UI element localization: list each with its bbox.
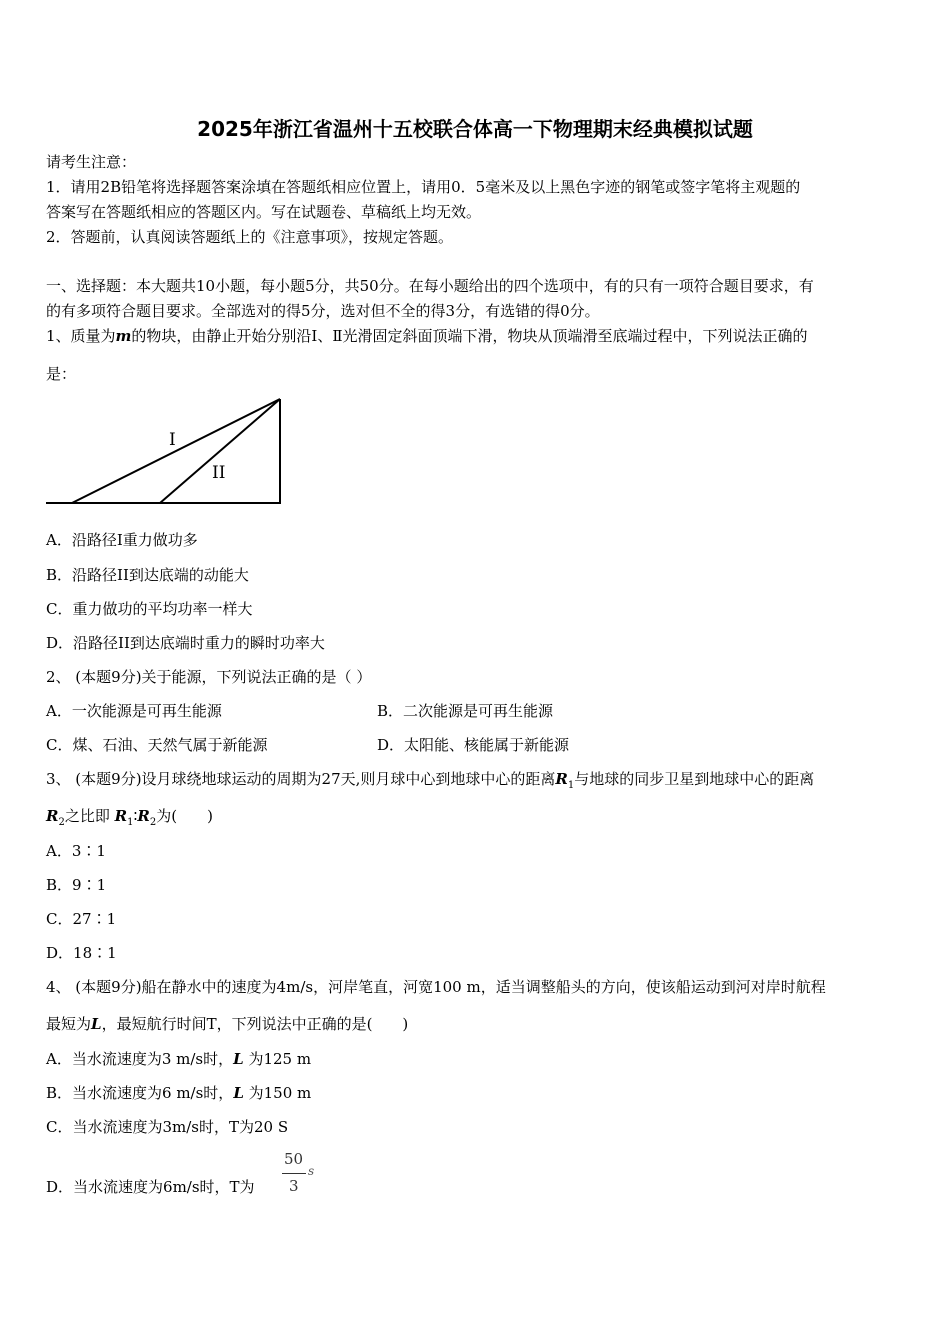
- section-intro-1: 一、选择题：本大题共10小题，每小题5分，共50分。在每小题给出的四个选项中，有的只有一项符合题目要求，有: [46, 277, 814, 295]
- q1-mass-symbol: m: [115, 327, 132, 345]
- notice-line-2: 答案写在答题纸相应的答题区内。写在试题卷、草稿纸上均无效。: [46, 203, 482, 221]
- fraction-bar: [282, 1173, 306, 1174]
- page-title: 2025年浙江省温州十五校联合体高一下物理期末经典模拟试题: [197, 117, 753, 141]
- q2-option-d: D．太阳能、核能属于新能源: [377, 736, 570, 754]
- q4-stem: 4、 (本题9分)船在静水中的速度为4m/s，河岸笔直，河宽100 m，适当调整船头的方向，使该船运动到河对岸时航程: [46, 978, 826, 996]
- q3-stem: 3、 (本题9分)设月球绕地球运动的周期为27天,则月球中心到地球中心的距离$R_1$与地球的同步卫星到地球中心的距离: [46, 770, 815, 791]
- q1-stem-end: 是：: [46, 365, 77, 383]
- q4-option-a: A．当水流速度为3 m/s时，L 为125 m: [46, 1050, 312, 1068]
- fraction-50-over-3: [280, 1150, 320, 1200]
- q3-option-c: C．27∶1: [46, 910, 117, 928]
- q1-option-d: D．沿路径II到达底端时重力的瞬时功率大: [46, 634, 325, 652]
- q2-option-b: B．二次能源是可再生能源: [377, 702, 554, 720]
- notice-header: 请考生注意：: [46, 153, 137, 171]
- incline-path-1: [72, 399, 280, 503]
- section-intro-2: 的有多项符合题目要求。全部选对的得5分，选对但不全的得3分，有选错的得0分。: [46, 302, 600, 320]
- q1-option-c: C．重力做功的平均功率一样大: [46, 600, 253, 618]
- q1-option-a: A．沿路径Ⅰ重力做功多: [46, 531, 198, 549]
- q3-r1-symbol: R: [555, 770, 568, 788]
- q4-option-c: C．当水流速度为3m/s时，T为20 S: [46, 1118, 289, 1136]
- q4-stem-end: 最短为L，最短航行时间T，下列说法中正确的是( ): [46, 1015, 409, 1033]
- q3-stem-end: $R_2$之比即 $R_1∶R_2$为( ): [46, 807, 213, 828]
- q3-option-a: A．3∶1: [46, 842, 106, 860]
- q1-option-b: B．沿路径II到达底端的动能大: [46, 566, 249, 584]
- q2-option-a: A．一次能源是可再生能源: [46, 702, 222, 720]
- q4-option-b: B．当水流速度为6 m/s时，L 为150 m: [46, 1084, 312, 1102]
- q3-option-b: B．9∶1: [46, 876, 107, 894]
- q1-stem: 1、质量为m的物块，由静止开始分别沿Ⅰ、Ⅱ光滑固定斜面顶端下滑，物块从顶端滑至底端过程中，下列说法正确的: [46, 327, 808, 345]
- q4-option-d: D．当水流速度为6m/s时，T为: [46, 1178, 255, 1196]
- q2-option-c: C．煤、石油、天然气属于新能源: [46, 736, 268, 754]
- path-label-1: I: [169, 430, 176, 450]
- q2-stem: 2、 (本题9分)关于能源，下列说法正确的是（ ）: [46, 668, 372, 686]
- fraction-numerator: 50: [284, 1150, 304, 1168]
- incline-figure: [44, 394, 289, 509]
- path-label-2: II: [212, 463, 226, 483]
- fraction-denominator: 3: [289, 1177, 299, 1195]
- notice-line-3: 2．答题前，认真阅读答题纸上的《注意事项》，按规定答题。: [46, 228, 454, 246]
- notice-line-1: 1．请用2B铅笔将选择题答案涂填在答题纸相应位置上，请用0．5毫米及以上黑色字迹的钢笔或签字笔将主观题的: [46, 178, 801, 196]
- fraction-unit: s: [308, 1164, 315, 1178]
- q3-option-d: D．18∶1: [46, 944, 117, 962]
